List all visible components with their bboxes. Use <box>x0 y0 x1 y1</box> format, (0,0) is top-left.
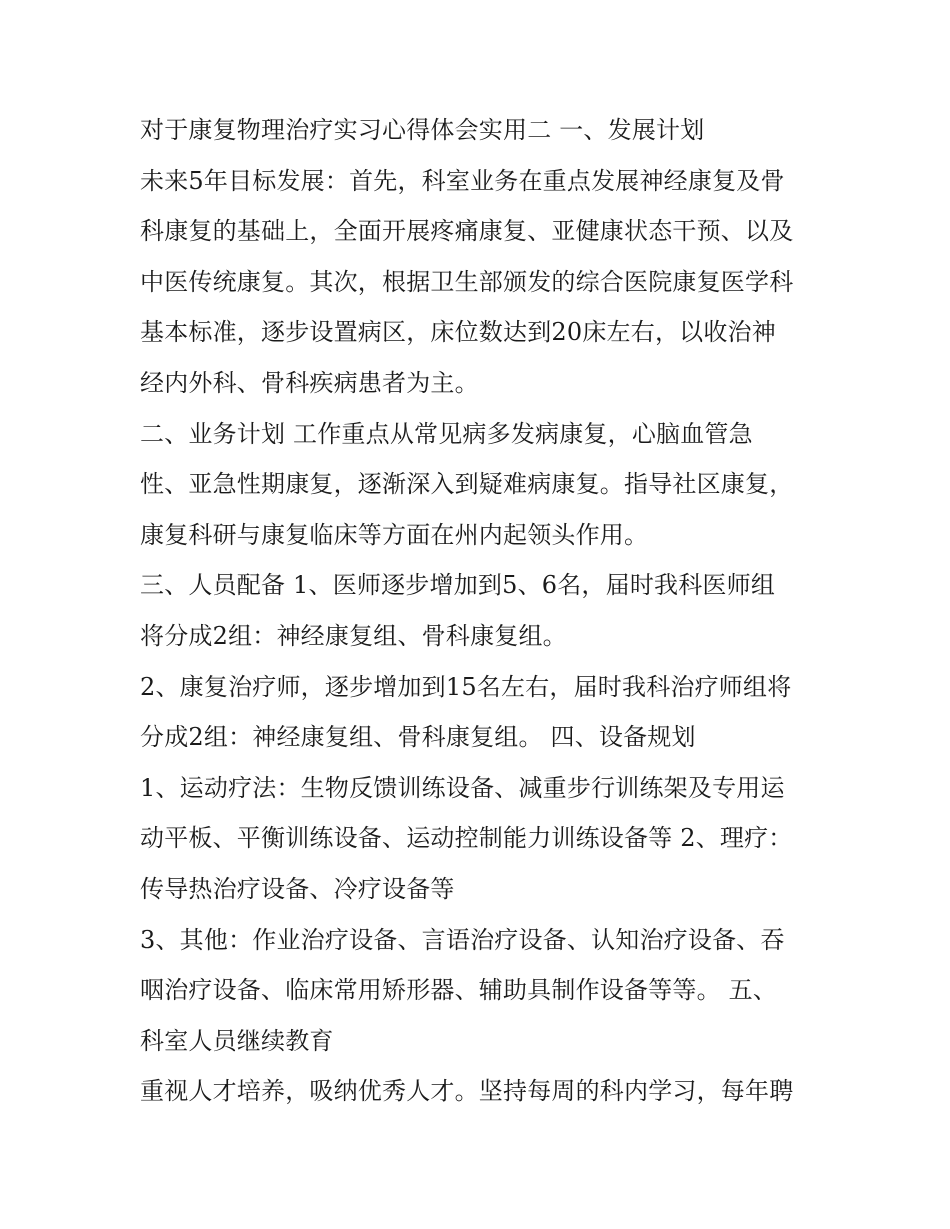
text-line: 二、业务计划 工作重点从常见病多发病康复，心脑血管急 <box>140 420 753 448</box>
text-line: 未来5年目标发展：首先，科室业务在重点发展神经康复及骨 <box>140 167 785 195</box>
text-line: 性、亚急性期康复，逐渐深入到疑难病康复。指导社区康复， <box>140 470 794 498</box>
text-line: 经内外科、骨科疾病患者为主。 <box>140 369 479 397</box>
text-line: 分成2组：神经康复组、骨科康复组。 四、设备规划 <box>140 723 696 751</box>
text-line: 康复科研与康复临床等方面在州内起领头作用。 <box>140 521 649 549</box>
text-line: 重视人才培养，吸纳优秀人才。坚持每周的科内学习，每年聘 <box>140 1077 794 1105</box>
text-line: 3、其他：作业治疗设备、言语治疗设备、认知治疗设备、吞 <box>140 926 785 954</box>
text-line: 科康复的基础上，全面开展疼痛康复、亚健康状态干预、以及 <box>140 217 794 245</box>
text-line: 基本标准，逐步设置病区，床位数达到20床左右，以收治神 <box>140 318 776 346</box>
text-line: 中医传统康复。其次，根据卫生部颁发的综合医院康复医学科 <box>140 268 794 296</box>
document-title: 对于康复物理治疗实习心得体会实用二 一、发展计划 <box>140 116 705 144</box>
text-line: 将分成2组：神经康复组、骨科康复组。 <box>140 622 567 650</box>
text-line: 动平板、平衡训练设备、运动控制能力训练设备等 2、理疗： <box>140 824 793 852</box>
text-line: 咽治疗设备、临床常用矫形器、辅助具制作设备等等。 五、 <box>140 976 778 1004</box>
text-line: 三、人员配备 1、医师逐步增加到5、6名，届时我科医师组 <box>140 571 776 599</box>
text-line: 1、运动疗法：生物反馈训练设备、减重步行训练架及专用运 <box>140 774 785 802</box>
text-line: 传导热治疗设备、冷疗设备等 <box>140 875 455 903</box>
text-line: 科室人员继续教育 <box>140 1027 334 1055</box>
text-line: 2、康复治疗师，逐步增加到15名左右，届时我科治疗师组将 <box>140 673 792 701</box>
